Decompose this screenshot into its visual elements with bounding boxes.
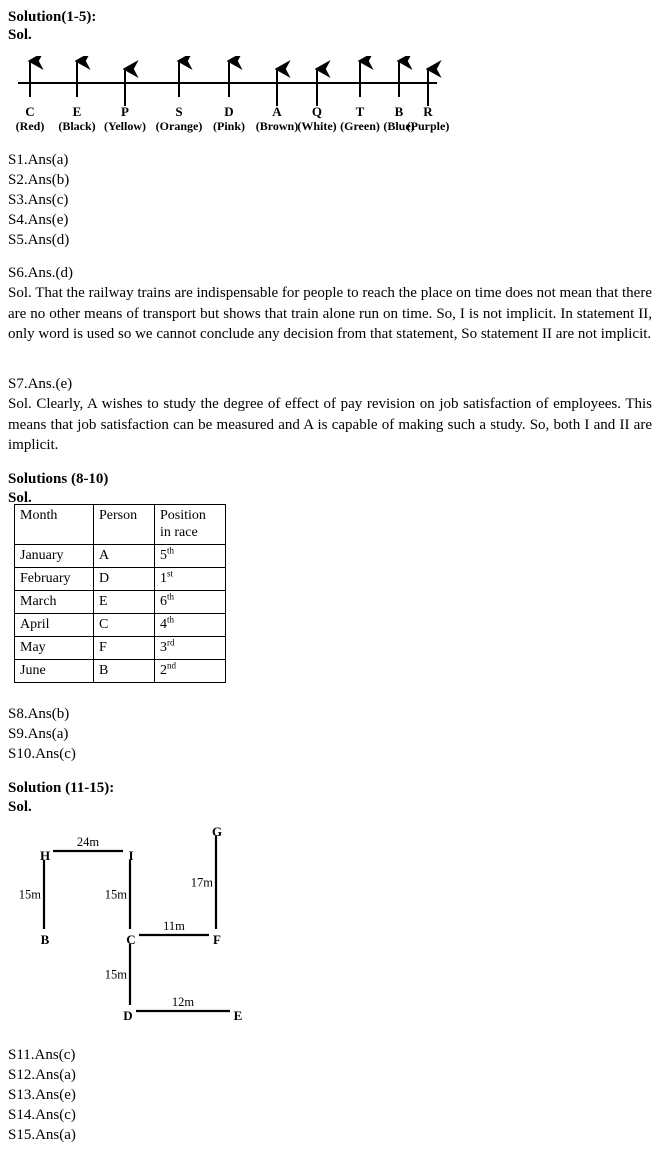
number-line-person-letter: S: [175, 104, 183, 119]
cell-person: B: [94, 660, 155, 683]
column-header-month: Month: [15, 505, 94, 545]
column-header-person: Person: [94, 505, 155, 545]
s7-block: [8, 374, 652, 456]
number-line-color-label: (Brown): [255, 119, 299, 133]
path-node-c: C: [126, 932, 136, 947]
number-line-color-label: (Red): [15, 119, 45, 133]
number-line-color-label: (Orange): [155, 119, 203, 133]
number-line-label-t: [340, 104, 380, 134]
table-header-row: [15, 505, 226, 545]
table-row: [15, 591, 226, 614]
s7-body: Sol. Clearly, A wishes to study the degree of effect of pay revision on job satisfaction of employees. This means that job satisfaction can be measured and A is capable of making such a study. So, both I and II are implicit.: [8, 396, 652, 453]
solution-1-5-sol-label: Sol.: [8, 27, 32, 43]
solution-8-10-heading-block: [8, 470, 108, 508]
position-number: 2: [160, 663, 167, 678]
cell-person: A: [94, 545, 155, 568]
answer-line: S1.Ans(a): [8, 152, 69, 168]
race-table: [14, 504, 226, 683]
position-ordinal-suffix: th: [167, 545, 175, 556]
path-distance-label: 17m: [190, 875, 213, 890]
position-number: 5: [160, 548, 167, 563]
number-line-person-letter: Q: [311, 104, 323, 119]
cell-person: C: [94, 614, 155, 637]
solution-11-15-heading-block: [8, 779, 114, 817]
path-node-g: G: [211, 824, 223, 839]
number-line-label-d: [213, 104, 245, 134]
number-line-color-label: (Purple): [406, 119, 450, 133]
answer-line: S12.Ans(a): [8, 1067, 76, 1083]
answer-line: S3.Ans(c): [8, 192, 69, 208]
cell-position: [155, 591, 226, 614]
path-diagram-figure: [0, 815, 330, 1030]
answer-line: S5.Ans(d): [8, 232, 70, 248]
cell-position: [155, 545, 226, 568]
cell-position: [155, 637, 226, 660]
s6-block: [8, 263, 652, 345]
path-node-h: H: [39, 848, 51, 863]
cell-person: E: [94, 591, 155, 614]
path-distance-label: 15m: [104, 967, 127, 982]
number-line-person-letter: P: [121, 104, 129, 119]
race-table-body: [15, 545, 226, 683]
solution-11-15-heading: Solution (11-15):: [8, 780, 115, 796]
solution-1-5-heading-block: [8, 8, 96, 44]
answer-line: S9.Ans(a): [8, 726, 69, 742]
number-line-color-label: (Black): [58, 119, 96, 133]
cell-month: April: [15, 614, 94, 637]
solution-11-15-sol-label: Sol.: [8, 799, 32, 815]
number-line-person-letter: D: [224, 104, 234, 119]
position-number: 1: [160, 571, 167, 586]
number-line-label-a: [256, 104, 298, 134]
solution-8-10-sol-label: Sol.: [8, 490, 32, 506]
number-line-person-letter: B: [394, 104, 404, 119]
number-line-label-q: [297, 104, 336, 134]
solution-1-5-heading: Solution(1-5):: [8, 9, 97, 25]
cell-person: F: [94, 637, 155, 660]
path-diagram-svg: [0, 815, 330, 1030]
table-row: [15, 568, 226, 591]
answer-line: S2.Ans(b): [8, 172, 70, 188]
answer-line: S15.Ans(a): [8, 1127, 76, 1143]
path-node-f: F: [213, 932, 221, 947]
path-node-e: E: [233, 1008, 243, 1023]
position-ordinal-suffix: rd: [167, 637, 175, 648]
s6-body: Sol. That the railway trains are indispensable for people to reach the place on time does not mean that there are no other means of transport but shows that train alone run on time. So, I is not implicit. In statement II, only word is used so we cannot conclude any decision from that statement, So statement II are not implicit.: [8, 285, 652, 342]
answer-line: S11.Ans(c): [8, 1047, 76, 1063]
path-node-d: D: [123, 1008, 133, 1023]
number-line-color-label: (Green): [340, 119, 380, 133]
cell-month: June: [15, 660, 94, 683]
cell-person: D: [94, 568, 155, 591]
number-line-color-label: (Blue): [383, 119, 415, 133]
number-line-color-label: (Yellow): [104, 119, 146, 133]
cell-month: May: [15, 637, 94, 660]
path-distance-label: 12m: [171, 995, 195, 1009]
path-distance-label: 15m: [104, 887, 127, 902]
number-line-person-letter: C: [25, 104, 35, 119]
position-number: 6: [160, 594, 167, 609]
answer-line: S10.Ans(c): [8, 746, 76, 762]
number-line-color-label: (White): [297, 119, 337, 133]
cell-month: March: [15, 591, 94, 614]
number-line-labels: [0, 104, 480, 136]
position-ordinal-suffix: th: [167, 591, 175, 602]
s7-heading: S7.Ans.(e): [8, 376, 73, 392]
answer-line: S14.Ans(c): [8, 1107, 76, 1123]
number-line-label-c: [16, 104, 45, 134]
answer-line: S13.Ans(e): [8, 1087, 76, 1103]
answers-8-10-list: [8, 704, 76, 764]
answer-line: S4.Ans(e): [8, 212, 69, 228]
table-row: [15, 545, 226, 568]
number-line-color-label: (Pink): [212, 119, 246, 133]
path-distance-label: 24m: [76, 835, 100, 849]
position-ordinal-suffix: th: [167, 614, 175, 625]
cell-position: [155, 660, 226, 683]
position-number: 4: [160, 617, 167, 632]
table-row: [15, 614, 226, 637]
table-row: [15, 637, 226, 660]
answer-line: S8.Ans(b): [8, 706, 70, 722]
path-node-i: I: [128, 848, 134, 863]
number-line-label-e: [58, 104, 95, 134]
path-distance-label: 11m: [163, 919, 185, 933]
number-line-label-r: [407, 104, 450, 134]
position-ordinal-suffix: st: [167, 568, 174, 579]
table-row: [15, 660, 226, 683]
path-diagram-edges: [44, 836, 230, 1011]
number-line-label-p: [104, 104, 146, 134]
position-number: 3: [160, 640, 167, 655]
path-diagram-nodes: [40, 824, 242, 1023]
path-node-b: B: [40, 932, 50, 947]
number-line-person-letter: T: [355, 104, 365, 119]
number-line-person-letter: A: [272, 104, 282, 119]
number-line-person-letter: E: [72, 104, 82, 119]
cell-month: February: [15, 568, 94, 591]
solution-8-10-heading: Solutions (8-10): [8, 471, 109, 487]
position-ordinal-suffix: nd: [167, 660, 176, 671]
path-distance-label: 15m: [18, 887, 41, 902]
s6-heading: S6.Ans.(d): [8, 265, 74, 281]
answers-11-15-list: [8, 1045, 76, 1145]
column-header-position: Position in race: [155, 505, 226, 545]
cell-position: [155, 614, 226, 637]
number-line-person-letter: R: [423, 104, 433, 119]
answers-1-5-list: [8, 150, 69, 250]
cell-position: [155, 568, 226, 591]
race-table-head: [15, 505, 226, 545]
number-line-label-s: [156, 104, 203, 134]
cell-month: January: [15, 545, 94, 568]
